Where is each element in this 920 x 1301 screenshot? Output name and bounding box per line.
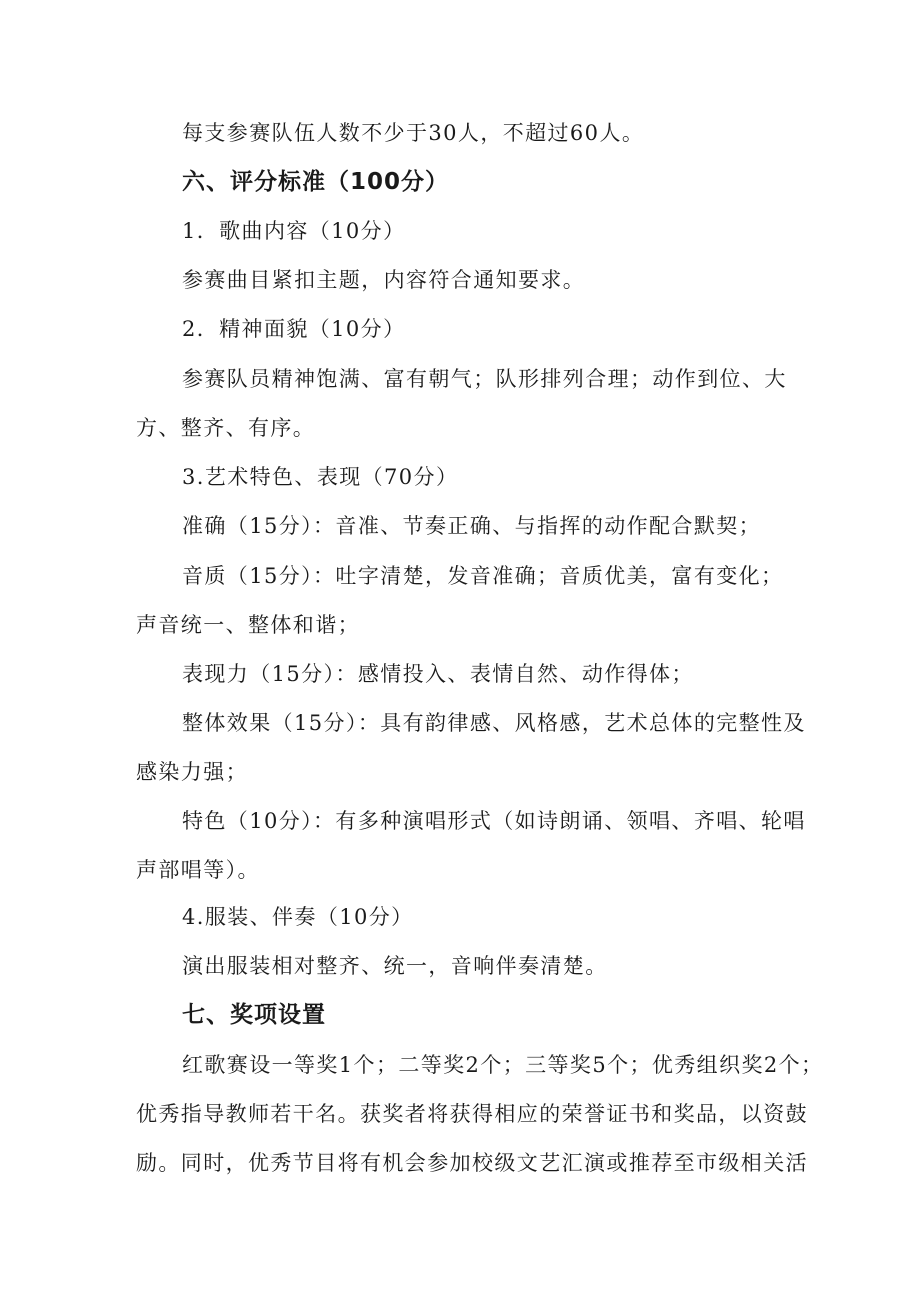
criterion-song-content-desc: 参赛曲目紧扣主题，内容符合通知要求。 [182,268,586,292]
criterion-overall-effect: 整体效果（15分）：具有韵律感、风格感，艺术总体的完整性及 [182,711,806,735]
awards-text-line-2: 优秀指导教师若干名。获奖者将获得相应的荣誉证书和奖品，以资鼓 [136,1102,808,1126]
criterion-spirit-desc-cont: 方、整齐、有序。 [136,416,316,440]
awards-text-line-3: 励。同时，优秀节目将有机会参加校级文艺汇演或推荐至市级相关活 [136,1151,808,1175]
criterion-costume-desc: 演出服装相对整齐、统一，音响伴奏清楚。 [182,954,608,978]
criterion-overall-effect-cont: 感染力强； [136,760,248,784]
criterion-spirit: 2．精神面貌（10分） [182,317,406,341]
criterion-feature: 特色（10分）：有多种演唱形式（如诗朗诵、领唱、齐唱、轮唱 [182,809,806,833]
participant-count-text: 每支参赛队伍人数不少于30人，不超过60人。 [182,121,645,145]
criterion-song-content: 1．歌曲内容（10分） [182,219,406,243]
criterion-artistic: 3.艺术特色、表现（70分） [182,465,459,489]
section-heading-awards: 七、奖项设置 [182,1002,326,1028]
criterion-tone-cont: 声音统一、整体和谐； [136,613,360,637]
criterion-feature-cont: 声部唱等）。 [136,858,260,882]
criterion-costume: 4.服装、伴奏（10分） [182,905,414,929]
awards-text-line-1: 红歌赛设一等奖1个；二等奖2个；三等奖5个；优秀组织奖2个； [182,1053,824,1077]
criterion-accuracy: 准确（15分）：音准、节奏正确、与指挥的动作配合默契； [182,514,762,538]
criterion-expression: 表现力（15分）：感情投入、表情自然、动作得体； [182,662,694,686]
section-heading-scoring: 六、评分标准（100分） [182,169,450,195]
criterion-spirit-desc: 参赛队员精神饱满、富有朝气；队形排列合理；动作到位、大 [182,367,787,391]
criterion-tone: 音质（15分）：吐字清楚，发音准确；音质优美，富有变化； [182,564,784,588]
